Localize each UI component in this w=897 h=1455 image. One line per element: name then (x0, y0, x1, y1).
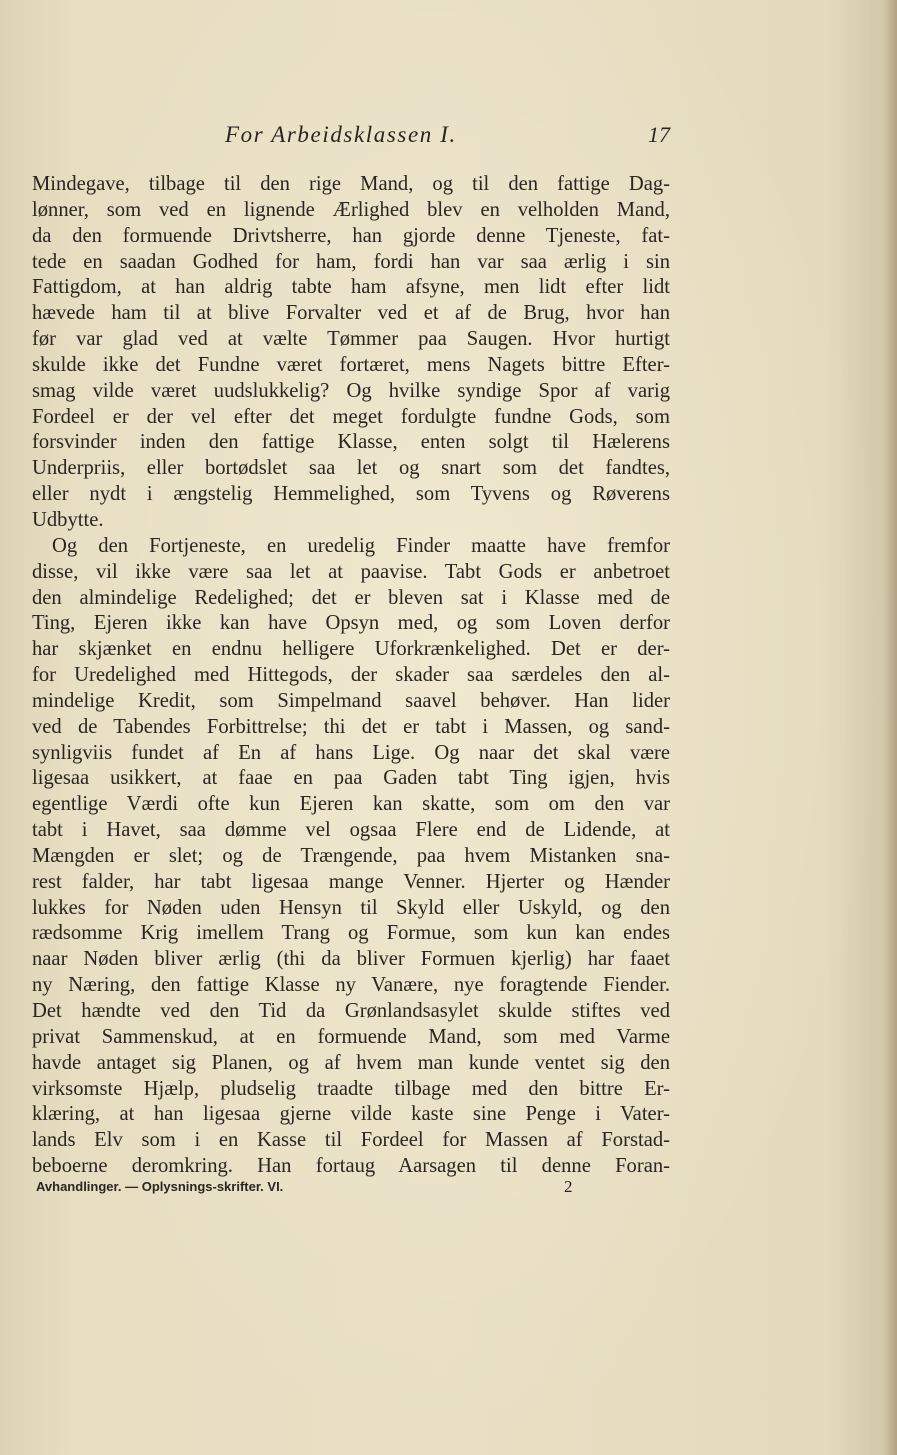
running-title: For Arbeidsklassen I. (225, 122, 457, 147)
text-line: tabt i Havet, saa dømme vel ogsaa Flere end de Lidende, at (32, 819, 670, 842)
text-line: smag vilde været uudslukkelig? Og hvilke syndige Spor af varig (32, 379, 670, 402)
text-line: Fordeel er der vel efter det meget fordulgte fundne Gods, som (32, 405, 670, 428)
text-line: virksomste Hjælp, pludselig traadte tilbage med den bittre Er- (32, 1077, 670, 1100)
page-edge-shadow (883, 0, 897, 1455)
series-footnote: Avhandlinger. — Oplysnings-skrifter. VI. (36, 1179, 284, 1194)
text-line: Ting, Ejeren ikke kan have Opsyn med, og som Loven derfor (32, 612, 670, 635)
text-line: ved de Tabendes Forbittrelse; thi det er tabt i Massen, og sand- (32, 715, 670, 738)
running-header (30, 120, 670, 150)
text-line: Fattigdom, at han aldrig tabte ham afsyne, men lidt efter lidt (32, 276, 670, 299)
text-line: Underpriis, eller bortødslet saa let og snart som det fandtes, (32, 457, 670, 480)
text-line: synligviis fundet af En af hans Lige. Og naar det skal være (32, 741, 670, 764)
text-line: før var glad ved at vælte Tømmer paa Saugen. Hvor hurtigt (32, 328, 670, 351)
signature-mark: 2 (564, 1177, 573, 1196)
page-number: 17 (648, 122, 670, 147)
text-line: lukkes for Nøden uden Hensyn til Skyld eller Uskyld, og den (32, 896, 670, 919)
text-line: lønner, som ved en lignende Ærlighed blev en velholden Mand, (32, 198, 670, 221)
text-line: ny Næring, den fattige Klasse ny Vanære, nye foragtende Fiender. (32, 974, 670, 997)
text-line: har skjænket en endnu helligere Uforkrænkelighed. Det er der- (32, 638, 670, 661)
text-line: tede en saadan Godhed for ham, fordi han var saa ærlig i sin (32, 250, 670, 273)
text-line: naar Nøden bliver ærlig (thi da bliver Formuen kjerlig) har faaet (32, 948, 670, 971)
text-line: rædsomme Krig imellem Trang og Formue, som kun kan endes (32, 922, 670, 945)
text-line: mindelige Kredit, som Simpelmand saavel behøver. Han lider (32, 689, 670, 712)
text-line: Mængden er slet; og de Trængende, paa hvem Mistanken sna- (32, 844, 670, 867)
text-line: beboerne deromkring. Han fortaug Aarsagen til denne Foran- (32, 1155, 670, 1178)
page-footer (36, 1176, 636, 1198)
text-line-paragraph-end: Udbytte. (32, 508, 104, 531)
text-line: privat Sammenskud, at en formuende Mand, som med Varme (32, 1025, 670, 1048)
text-line: da den formuende Drivtsherre, han gjorde denne Tjeneste, fat- (32, 224, 670, 247)
text-line: Mindegave, tilbage til den rige Mand, og til den fattige Dag- (32, 173, 670, 195)
text-line: disse, vil ikke være saa let at paavise. Tabt Gods er anbetroet (32, 560, 670, 583)
text-line: havde antaget sig Planen, og af hvem man kunde ventet sig den (32, 1051, 670, 1074)
text-line: rest falder, har tabt ligesaa mange Venner. Hjerter og Hænder (32, 870, 670, 893)
body-text (32, 172, 670, 1180)
text-line: eller nydt i ængstelig Hemmelighed, som Tyvens og Røverens (32, 483, 670, 506)
text-line: klæring, at han ligesaa gjerne vilde kaste sine Penge i Vater- (32, 1103, 670, 1126)
text-line: lands Elv som i en Kasse til Fordeel for Massen af Forstad- (32, 1129, 670, 1152)
text-line: skulde ikke det Fundne været fortæret, mens Nagets bittre Efter- (32, 353, 670, 376)
text-line: egentlige Værdi ofte kun Ejeren kan skatte, som om den var (32, 793, 670, 816)
text-line: ligesaa usikkert, at faae en paa Gaden tabt Ting igjen, hvis (32, 767, 670, 790)
text-line: Det hændte ved den Tid da Grønlandsasylet skulde stiftes ved (32, 1000, 670, 1022)
text-line: forsvinder inden den fattige Klasse, enten solgt til Hælerens (32, 431, 670, 454)
text-line: den almindelige Redelighed; det er bleven sat i Klasse med de (32, 586, 670, 609)
text-line: for Uredelighed med Hittegods, der skader saa særdeles den al- (32, 664, 670, 687)
text-line: hævede ham til at blive Forvalter ved et af de Brug, hvor han (32, 302, 670, 325)
text-line-paragraph-start: Og den Fortjeneste, en uredelig Finder maatte have fremfor (52, 534, 670, 557)
